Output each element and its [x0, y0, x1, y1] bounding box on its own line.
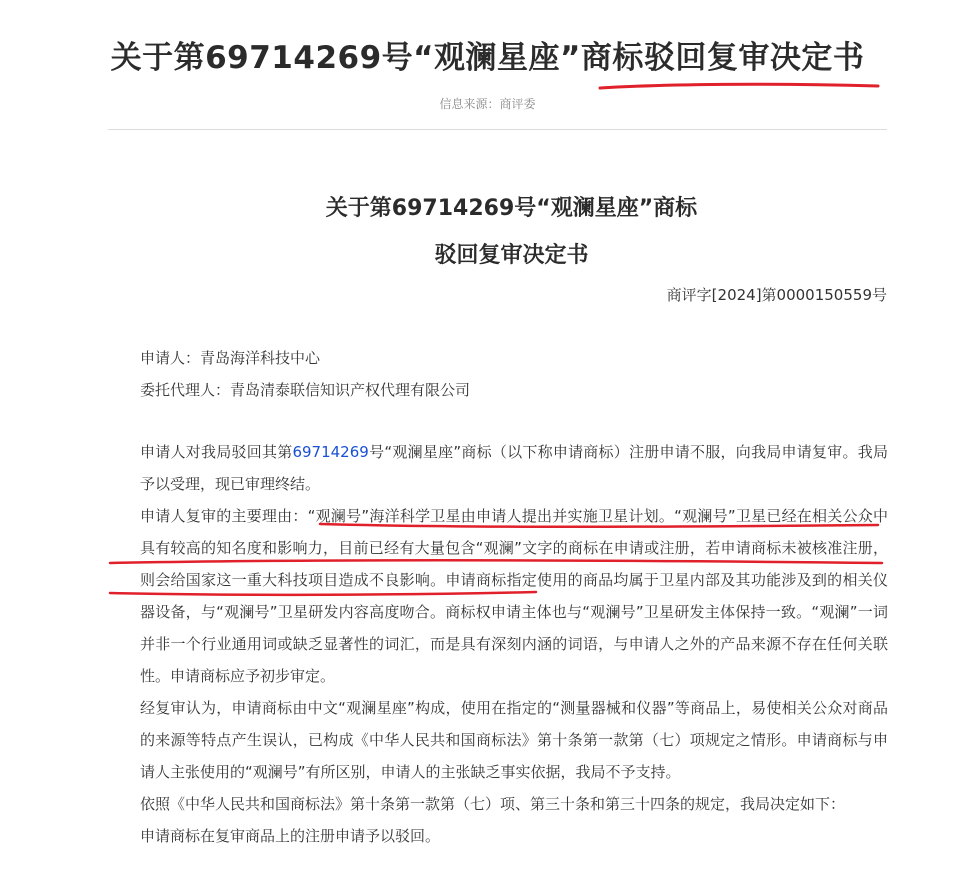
paragraph-3: 经复审认为，申请商标由中文“观澜星座”构成，使用在指定的“测量器械和仪器”等商品上，易使相关公众对商品的来源等特点产生误认，已构成《中华人民共和国商标法》第十条第一款第（七）项规定之情形。申请商标与申请人主张使用的“观澜号”有所区别，申请人的主张缺乏事实依据，我局不予支持。 — [140, 699, 888, 781]
doc-title-line2: 驳回复审决定书 — [434, 243, 589, 268]
paragraph-4: 依照《中华人民共和国商标法》第十条第一款第（七）项、第三十条和第三十四条的规定，我局决定如下： — [140, 795, 846, 813]
applicant-field: 申请人：青岛海洋科技中心 — [140, 349, 321, 367]
trademark-number-link[interactable]: 69714269 — [292, 443, 369, 461]
doc-number: 商评字[2024]第0000150559号 — [666, 286, 887, 304]
agent-field: 委托代理人：青岛清泰联信知识产权代理有限公司 — [140, 381, 471, 399]
source-label: 信息来源：商评委 — [439, 97, 536, 111]
title-red-underline — [598, 82, 880, 91]
doc-title-line1: 关于第69714269号“观澜星座”商标 — [325, 196, 698, 221]
page-title: 关于第69714269号“观澜星座”商标驳回复审决定书 — [110, 40, 865, 76]
paragraph-5: 申请商标在复审商品上的注册申请予以驳回。 — [140, 827, 441, 845]
document-body — [108, 436, 888, 852]
paragraph-2: 申请人复审的主要理由：“观澜号”海洋科学卫星由申请人提出并实施卫星计划。“观澜号”卫星已经在相关公众中具有较高的知名度和影响力，目前已经有大量包含“观澜”文字的商标在申请或注册，若申请商标未被核准注册，则会给国家这一重大科技项目造成不良影响。申请商标指定使用的商品均属于卫星内部及其功能涉及到的相关仪器设备，与“观澜号”卫星研发内容高度吻合。商标权申请主体也与“观澜号”卫星研发主体保持一致。“观澜”一词并非一个行业通用词或缺乏显著性的词汇，而是具有深刻内涵的词语，与申请人之外的产品来源不存在任何关联性。申请商标应予初步审定。 — [140, 507, 888, 685]
divider — [108, 129, 887, 130]
paragraph-1: 申请人对我局驳回其第69714269号“观澜星座”商标（以下称申请商标）注册申请不服，向我局申请复审。我局予以受理，现已审理终结。 — [140, 443, 888, 493]
